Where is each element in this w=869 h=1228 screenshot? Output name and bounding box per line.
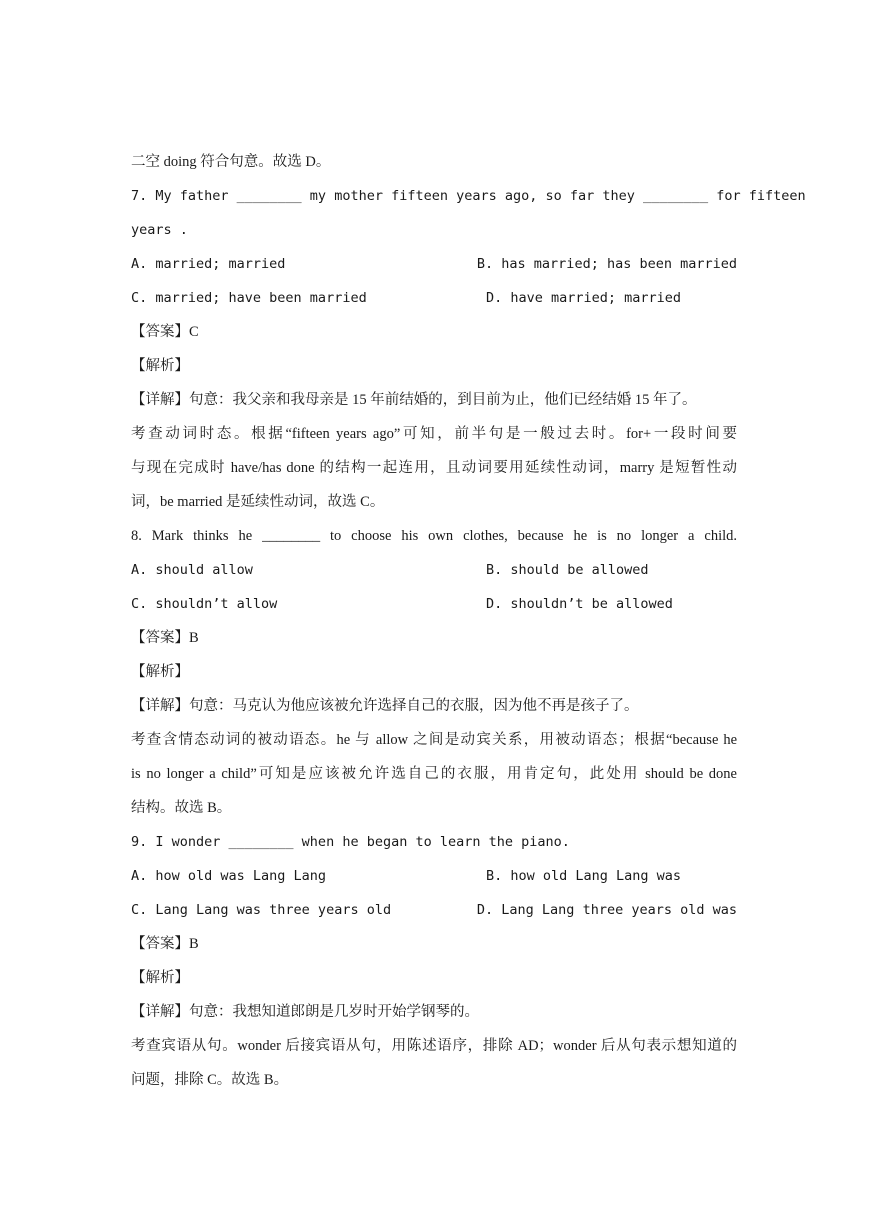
question-7 bbox=[131, 179, 806, 519]
detail-line: 与现在完成时 have/has done 的结构一起连用，且动词要用延续性动词，marry 是短暂性动 bbox=[131, 460, 737, 476]
detail-line: 【详解】句意：我父亲和我母亲是 15 年前结婚的，到目前为止，他们已经结婚 15 年了。 bbox=[131, 392, 697, 408]
question-9-stem: 9. I wonder ________ when he began to learn the piano. bbox=[131, 834, 570, 850]
option-d: D. have married; married bbox=[486, 290, 682, 306]
analysis-label: 【解析】 bbox=[131, 664, 189, 680]
detail-line: 考查宾语从句。wonder 后接宾语从句，用陈述语序，排除 AD；wonder 后从句表示想知道的 bbox=[131, 1038, 737, 1054]
detail-line: 考查动词时态。根据“fifteen years ago”可知，前半句是一般过去时。for+一段时间要 bbox=[131, 426, 737, 442]
option-c: C. married; have been married bbox=[131, 290, 367, 306]
option-b: B. has married; has been married bbox=[476, 256, 737, 272]
detail-line: 【详解】句意：马克认为他应该被允许选择自己的衣服，因为他不再是孩子了。 bbox=[131, 698, 639, 714]
question-7-options-row2 bbox=[131, 281, 737, 315]
detail-line: is no longer a child”可知是应该被允许选自己的衣服，用肯定句，此处用 should be done bbox=[131, 766, 737, 782]
question-7-options-row1 bbox=[131, 247, 737, 281]
option-a: A. how old was Lang Lang bbox=[131, 868, 327, 884]
option-d: D. shouldn’t be allowed bbox=[486, 596, 673, 612]
detail-line: 结构。故选 B。 bbox=[131, 800, 232, 816]
analysis-label: 【解析】 bbox=[131, 358, 189, 374]
detail-line: 问题，排除 C。故选 B。 bbox=[131, 1072, 289, 1088]
option-b: B. should be allowed bbox=[486, 562, 649, 578]
question-8-stem: 8. Mark thinks he ________ to choose his own clothes, because he is no longer a child. bbox=[131, 528, 737, 544]
question-8-options-row2 bbox=[131, 587, 737, 621]
question-9-options-row1 bbox=[131, 859, 737, 893]
question-9 bbox=[131, 825, 737, 1097]
option-a: A. married; married bbox=[131, 256, 286, 272]
answer-label: 【答案】B bbox=[131, 630, 199, 646]
option-c: C. Lang Lang was three years old bbox=[131, 902, 392, 918]
question-8 bbox=[131, 519, 737, 825]
question-7-stem-line2: years . bbox=[131, 222, 188, 238]
question-8-options-row1 bbox=[131, 553, 737, 587]
option-a: A. should allow bbox=[131, 562, 253, 578]
detail-line: 词，be married 是延续性动词，故选 C。 bbox=[131, 494, 385, 510]
answer-label: 【答案】C bbox=[131, 324, 199, 340]
detail-line: 【详解】句意：我想知道郎朗是几岁时开始学钢琴的。 bbox=[131, 1004, 479, 1020]
option-c: C. shouldn’t allow bbox=[131, 596, 278, 612]
analysis-label: 【解析】 bbox=[131, 970, 189, 986]
question-7-stem-line1: 7. My father ________ my mother fifteen years ago, so far they ________ for fifteen bbox=[131, 188, 806, 204]
answer-label: 【答案】B bbox=[131, 936, 199, 952]
option-b: B. how old Lang Lang was bbox=[486, 868, 682, 884]
document-page bbox=[131, 145, 806, 1097]
detail-line: 考查含情态动词的被动语态。he 与 allow 之间是动宾关系，用被动语态；根据“because he bbox=[131, 732, 737, 748]
option-d: D. Lang Lang three years old was bbox=[476, 902, 737, 918]
intro-text: 二空 doing 符合句意。故选 D。 bbox=[131, 154, 331, 170]
question-9-options-row2 bbox=[131, 893, 737, 927]
